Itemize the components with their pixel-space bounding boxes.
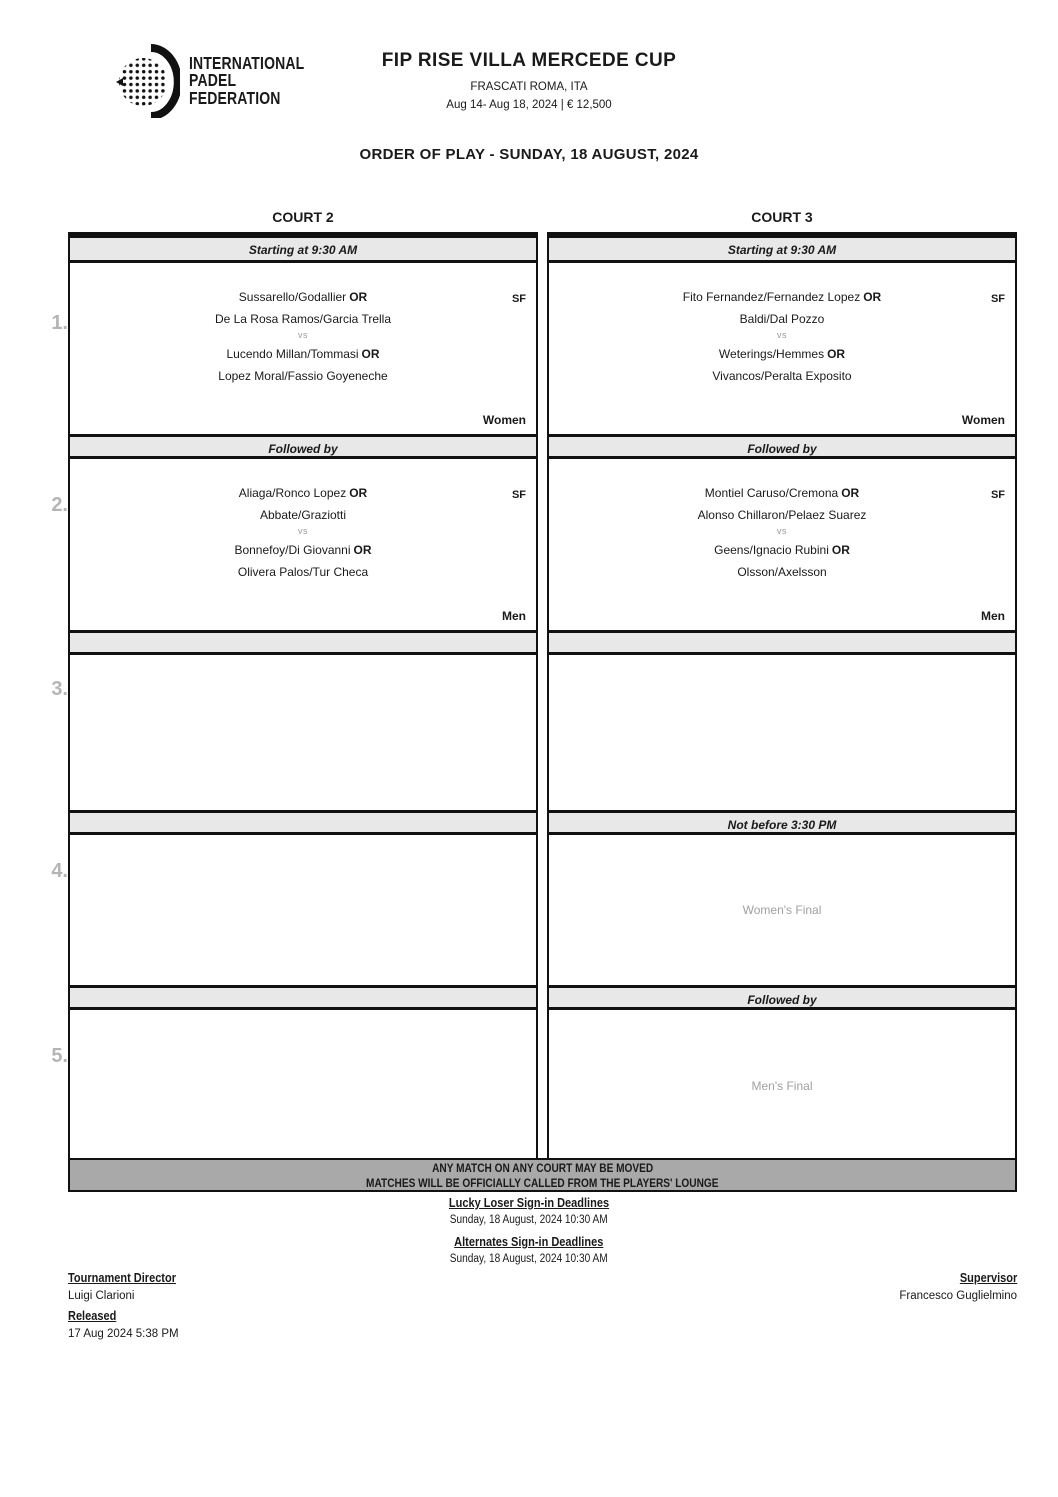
match-slot-court3-4 bbox=[549, 835, 1015, 985]
match-teams bbox=[549, 286, 1015, 387]
slot-placeholder bbox=[70, 1010, 536, 1162]
team-line: Olsson/Axelsson bbox=[737, 565, 827, 579]
match-slot-court2-4 bbox=[70, 835, 536, 985]
released-datetime: 17 Aug 2024 5:38 PM bbox=[68, 1328, 179, 1340]
notice-banner bbox=[68, 1158, 1017, 1192]
time-band: Starting at 9:30 AM bbox=[70, 238, 536, 263]
time-band: Starting at 9:30 AM bbox=[549, 238, 1015, 263]
logo-line-1: INTERNATIONAL bbox=[189, 52, 305, 73]
tournament-director-name: Luigi Clarioni bbox=[68, 1290, 135, 1302]
category-label: Men bbox=[502, 609, 526, 623]
footer-left bbox=[68, 1271, 191, 1347]
court-labels-row bbox=[68, 209, 1017, 225]
match-teams bbox=[70, 482, 536, 583]
match-slot-court2-2 bbox=[70, 482, 536, 630]
round-label: SF bbox=[511, 489, 526, 501]
match-slot-court3-3 bbox=[549, 655, 1015, 810]
team-line: Lopez Moral/Fassio Goyeneche bbox=[218, 369, 388, 383]
footer-right bbox=[899, 1271, 1017, 1309]
order-of-play-table bbox=[68, 232, 1017, 1165]
event-location: FRASCATI ROMA, ITA bbox=[470, 81, 588, 93]
event-dates-prize: Aug 14- Aug 18, 2024 | € 12,500 bbox=[446, 99, 612, 111]
match-slot-court3-1 bbox=[549, 286, 1015, 434]
event-title: FIP RISE VILLA MERCEDE CUP bbox=[381, 50, 677, 71]
slot-placeholder bbox=[70, 835, 536, 985]
supervisor-label: Supervisor bbox=[959, 1271, 1017, 1285]
slot-placeholder: Women's Final bbox=[742, 903, 822, 917]
event-header bbox=[0, 50, 1058, 111]
alternates-deadline-value: Sunday, 18 August, 2024 10:30 AM bbox=[450, 1253, 608, 1265]
time-band bbox=[549, 630, 1015, 655]
round-label: SF bbox=[511, 293, 526, 305]
vs-label: vs bbox=[777, 526, 787, 536]
signin-deadlines bbox=[0, 1196, 1058, 1274]
category-label: Men bbox=[981, 609, 1005, 623]
round-label: SF bbox=[990, 293, 1005, 305]
team-line: Olivera Palos/Tur Checa bbox=[237, 565, 369, 579]
slot-placeholder bbox=[70, 655, 536, 810]
team-line: Abbate/Graziotti bbox=[259, 508, 347, 522]
team-line: Alonso Chillaron/Pelaez Suarez bbox=[697, 508, 867, 522]
lucky-loser-deadline-label: Lucky Loser Sign-in Deadlines bbox=[448, 1196, 610, 1210]
court-3-label: COURT 3 bbox=[751, 209, 813, 225]
time-band: Followed by bbox=[70, 434, 536, 459]
court-3-column bbox=[547, 232, 1017, 1165]
time-band bbox=[70, 630, 536, 655]
row-number-1: 1. bbox=[51, 312, 68, 334]
logo-line-2: PADEL bbox=[189, 70, 237, 91]
team-line: Montiel Caruso/Cremona OR bbox=[704, 486, 860, 500]
team-line: Baldi/Dal Pozzo bbox=[739, 312, 825, 326]
time-band bbox=[70, 810, 536, 835]
match-slot-court2-3 bbox=[70, 655, 536, 810]
row-number-2: 2. bbox=[51, 494, 68, 516]
alternates-deadline-label: Alternates Sign-in Deadlines bbox=[454, 1235, 604, 1249]
team-line: Vivancos/Peralta Exposito bbox=[712, 369, 852, 383]
team-line: De La Rosa Ramos/Garcia Trella bbox=[214, 312, 392, 326]
match-slot-court3-2 bbox=[549, 482, 1015, 630]
court-2-label: COURT 2 bbox=[272, 209, 334, 225]
slot-placeholder bbox=[549, 655, 1015, 810]
team-line: Sussarello/Godallier OR bbox=[238, 290, 368, 304]
category-label: Women bbox=[961, 413, 1005, 427]
team-line: Bonnefoy/Di Giovanni OR bbox=[234, 543, 372, 557]
match-teams bbox=[549, 482, 1015, 583]
team-line: Fito Fernandez/Fernandez Lopez OR bbox=[682, 290, 882, 304]
row-number-5: 5. bbox=[51, 1045, 68, 1067]
time-band: Not before 3:30 PM bbox=[549, 810, 1015, 835]
court-2-column bbox=[68, 232, 538, 1165]
match-slot-court2-5 bbox=[70, 1010, 536, 1162]
notice-line-2: MATCHES WILL BE OFFICIALLY CALLED FROM THE PLAYERS' LOUNGE bbox=[366, 1177, 719, 1190]
row-number-3: 3. bbox=[51, 678, 68, 700]
notice-line-1: ANY MATCH ON ANY COURT MAY BE MOVED bbox=[431, 1163, 654, 1175]
category-label: Women bbox=[482, 413, 526, 427]
vs-label: vs bbox=[298, 526, 308, 536]
time-band bbox=[70, 985, 536, 1010]
supervisor-name: Francesco Guglielmino bbox=[899, 1290, 1017, 1302]
team-line: Geens/Ignacio Rubini OR bbox=[714, 543, 850, 557]
team-line: Weterings/Hemmes OR bbox=[718, 347, 846, 361]
time-band: Followed by bbox=[549, 434, 1015, 459]
row-number-4: 4. bbox=[51, 860, 68, 882]
lucky-loser-deadline-value: Sunday, 18 August, 2024 10:30 AM bbox=[450, 1214, 608, 1226]
vs-label: vs bbox=[298, 330, 308, 340]
match-slot-court3-5 bbox=[549, 1010, 1015, 1162]
time-band: Followed by bbox=[549, 985, 1015, 1010]
slot-placeholder: Men's Final bbox=[751, 1079, 813, 1093]
page-title: ORDER OF PLAY - SUNDAY, 18 AUGUST, 2024 bbox=[359, 146, 699, 163]
match-teams bbox=[70, 286, 536, 387]
team-line: Lucendo Millan/Tommasi OR bbox=[226, 347, 380, 361]
round-label: SF bbox=[990, 489, 1005, 501]
match-slot-court2-1 bbox=[70, 286, 536, 434]
released-label: Released bbox=[68, 1309, 117, 1323]
vs-label: vs bbox=[777, 330, 787, 340]
logo-line-3: FEDERATION bbox=[189, 87, 281, 108]
team-line: Aliaga/Ronco Lopez OR bbox=[238, 486, 368, 500]
tournament-director-label: Tournament Director bbox=[68, 1271, 176, 1285]
